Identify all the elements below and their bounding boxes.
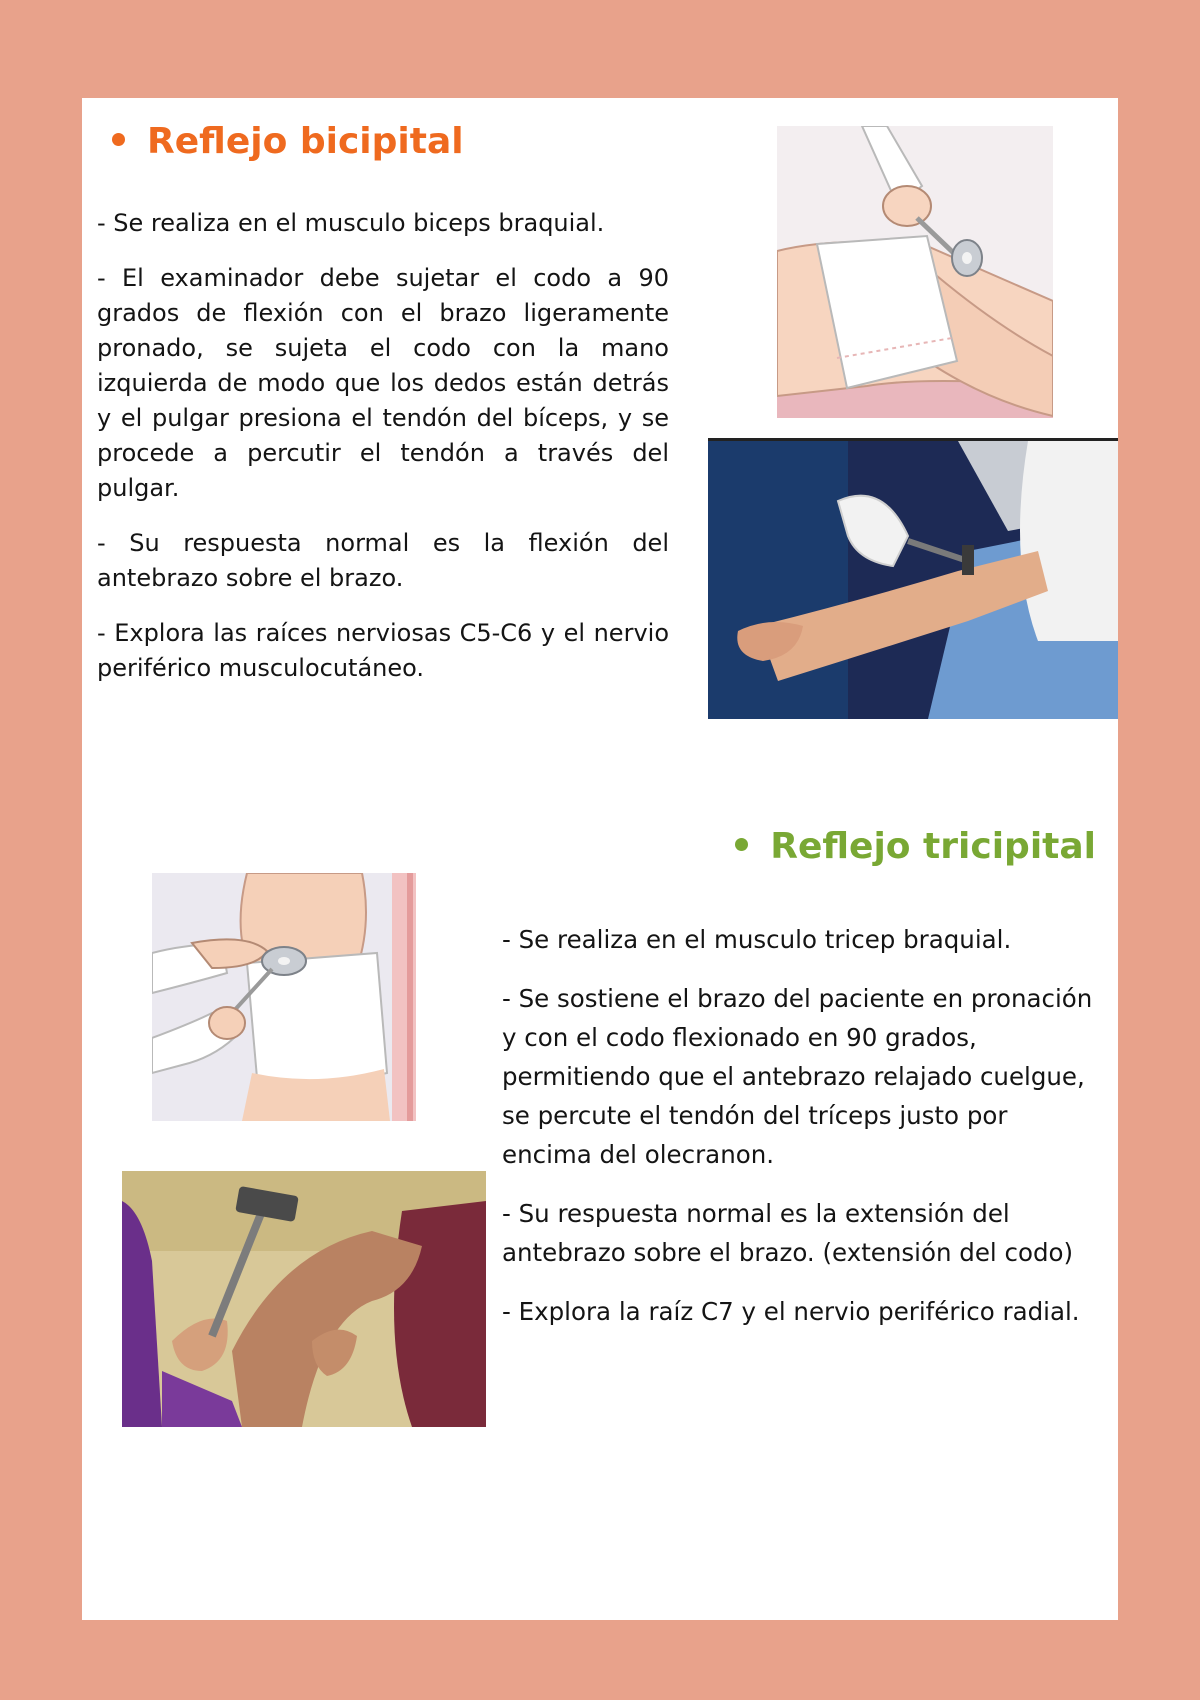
tricipital-paragraph-2: - Se sostiene el brazo del paciente en pronación y con el codo flexionado en 90 grados, permitiendo que el antebrazo relajado cuelgue, se percute el tendón del tríceps justo por encima del olecranon. xyxy=(502,984,1093,1169)
bicipital-paragraph-2: - El examinador debe sujetar el codo a 90 grados de flexión con el brazo ligeramente pronado, se sujeta el codo con la mano izquierda de modo que los dedos están detrás y el pulgar presiona el tendón del bíceps, y se procede a percutir el tendón a través del pulgar. xyxy=(97,264,669,502)
tricipital-illustration xyxy=(152,873,416,1121)
tricipital-photo xyxy=(122,1171,486,1427)
heading-reflejo-bicipital xyxy=(112,120,464,164)
tricipital-paragraph-3: - Su respuesta normal es la extensión del antebrazo sobre el brazo. (extensión del codo) xyxy=(502,1199,1074,1267)
heading-reflejo-tricipital xyxy=(735,825,1096,869)
bullet-dot xyxy=(735,838,748,851)
tricipital-text xyxy=(502,920,1102,1351)
heading-text: Reflejo tricipital xyxy=(770,826,1096,867)
heading-text: Reflejo bicipital xyxy=(147,121,464,162)
bicipital-illustration xyxy=(777,126,1053,418)
bicipital-photo xyxy=(708,438,1118,719)
document-page xyxy=(82,98,1118,1620)
tricipital-paragraph-4: - Explora la raíz C7 y el nervio periférico radial. xyxy=(502,1297,1080,1326)
bullet-dot xyxy=(112,133,125,146)
bicipital-paragraph-4: - Explora las raíces nerviosas C5-C6 y el nervio periférico musculocutáneo. xyxy=(97,619,669,682)
bicipital-paragraph-1: - Se realiza en el musculo biceps braquial. xyxy=(97,209,605,237)
tricipital-paragraph-1: - Se realiza en el musculo tricep braquial. xyxy=(502,925,1012,954)
bicipital-text xyxy=(97,206,669,706)
bicipital-paragraph-3: - Su respuesta normal es la flexión del antebrazo sobre el brazo. xyxy=(97,529,669,592)
